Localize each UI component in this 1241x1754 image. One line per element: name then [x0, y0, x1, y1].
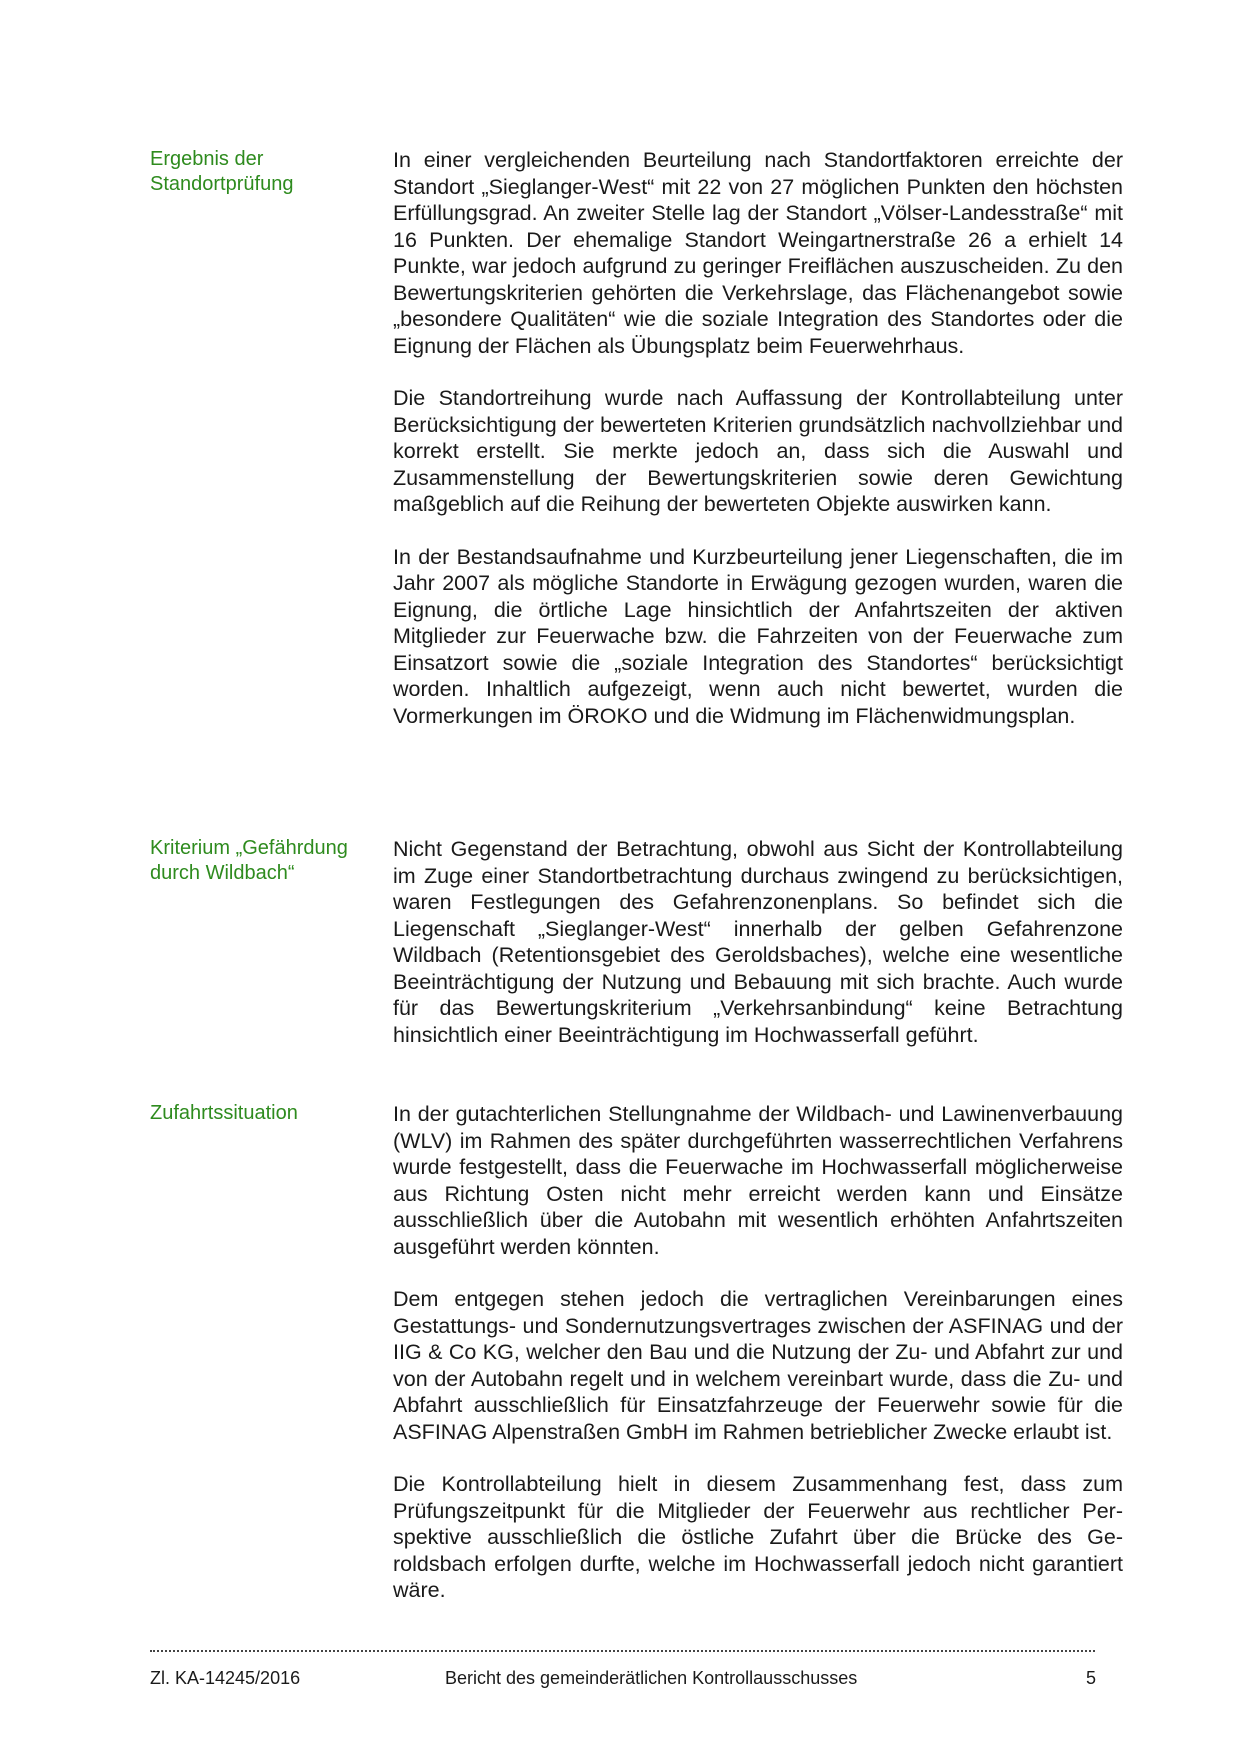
page-number: 5 [1086, 1668, 1097, 1688]
margin-label: Zufahrtssituation [150, 1102, 298, 1124]
footer-reference: Zl. KA-14245/2016 [150, 1668, 301, 1688]
paragraph: Dem entgegen stehen jedoch die vertraglichen Vereinbarungen eines Gestattungs- und Sondernutzungsvertrages zwischen der ASFINAG und der IIG & Co KG, welcher den Bau und die Nutzung der Zu- und Abfahrt zur und von der Autobahn regelt und in welchem vereinbart wurde, dass die Zu- und Abfahrt ausschließlich für Einsatzfahrzeuge der Feuerwehr sowie für die ASFINAG Alpenstraßen GmbH im Rahmen betrieblicher Zwecke erlaubt ist. [393, 1287, 1123, 1444]
paragraph: In der Bestandsaufnahme und Kurzbeurteilung jener Liegenschaften, die im Jahr 2007 als mögliche Standorte in Erwägung gezogen wurden, waren die Eignung, die örtliche Lage hinsichtlich der Anfahrtszeiten der aktiven Mitglieder zur Feuerwache bzw. die Fahrzeiten von der Feuerwache zum Einsatzort sowie die „soziale Integration des Standortes“ berücksichtigt worden. Inhaltlich aufgezeigt, wenn auch nicht bewertet, wurden die Vormerkungen im ÖROKO und die Widmung im Flächenwidmungsplan. [393, 544, 1123, 728]
paragraph: Die Standortreihung wurde nach Auffassung der Kontrollabteilung unter Berücksichtigung der bewerteten Kriterien grundsätzlich nachvollziehbar und korrekt erstellt. Sie merkte jedoch an, dass sich die Auswahl und Zusammenstellung der Bewertungskriterien sowie deren Gewichtung maßgeblich auf die Reihung der bewerteten Objekte auswirken kann. [393, 386, 1123, 516]
section-body [393, 836, 1123, 1048]
section-body [393, 147, 1123, 729]
margin-label: Ergebnis der Standortprüfung [150, 148, 294, 195]
paragraph: In einer vergleichenden Beurteilung nach Standortfaktoren erreichte der Standort „Sieglanger-West“ mit 22 von 27 möglichen Punkten den höchsten Erfüllungsgrad. An zweiter Stelle lag der Standort „Völser-Landesstraße“ mit 16 Punkten. Der ehemalige Standort Weingartnerstraße 26 a erhielt 14 Punkte, war jedoch aufgrund zu geringer Freiflächen auszuscheiden. Zu den Bewertungskriterien gehörten die Verkehrslage, das Flächenangebot sowie „besondere Qualitäten“ wie die soziale Integration des Standortes oder die Eignung der Flächen als Übungsplatz beim Feuerwehrhaus. [393, 148, 1123, 358]
margin-label: Kriterium „Gefährdung durch Wildbach“ [150, 837, 348, 884]
paragraph: Die Kontrollabteilung hielt in diesem Zusammenhang fest, dass zum Prüfungszeitpunkt für die Mitglieder der Feuerwehr aus rechtlicher Perspektive ausschließlich die östliche Zufahrt über die Brücke des Geroldsbach erfolgen durfte, welche im Hochwasserfall jedoch nicht garantiert wäre. [393, 1472, 1123, 1602]
section-body [393, 1101, 1123, 1604]
footer-divider [150, 1650, 1095, 1652]
footer-title: Bericht des gemeinderätlichen Kontrollausschusses [445, 1668, 858, 1688]
paragraph: In der gutachterlichen Stellungnahme der Wildbach- und Lawinenverbauung (WLV) im Rahmen des später durchgeführten wasserrechtlichen Verfahrens wurde festgestellt, dass die Feuerwache im Hochwasserfall möglicherweise aus Richtung Osten nicht mehr erreicht werden kann und Einsätze ausschließlich über die Autobahn mit wesentlich erhöhten Anfahrtszeiten ausgeführt werden könnten. [393, 1102, 1123, 1259]
paragraph: Nicht Gegenstand der Betrachtung, obwohl aus Sicht der Kontrollabteilung im Zuge einer Standortbetrachtung durchaus zwingend zu berücksichtigen, waren Festlegungen des Gefahrenzonenplans. So befindet sich die Liegenschaft „Sieglanger-West“ innerhalb der gelben Gefahrenzone Wildbach (Retentionsgebiet des Geroldsbaches), welche eine wesentliche Beeinträchtigung der Nutzung und Bebauung mit sich brachte. Auch wurde für das Bewertungskriterium „Verkehrsanbindung“ keine Betrachtung hinsichtlich einer Beeinträchtigung im Hochwasserfall geführt. [393, 837, 1123, 1047]
